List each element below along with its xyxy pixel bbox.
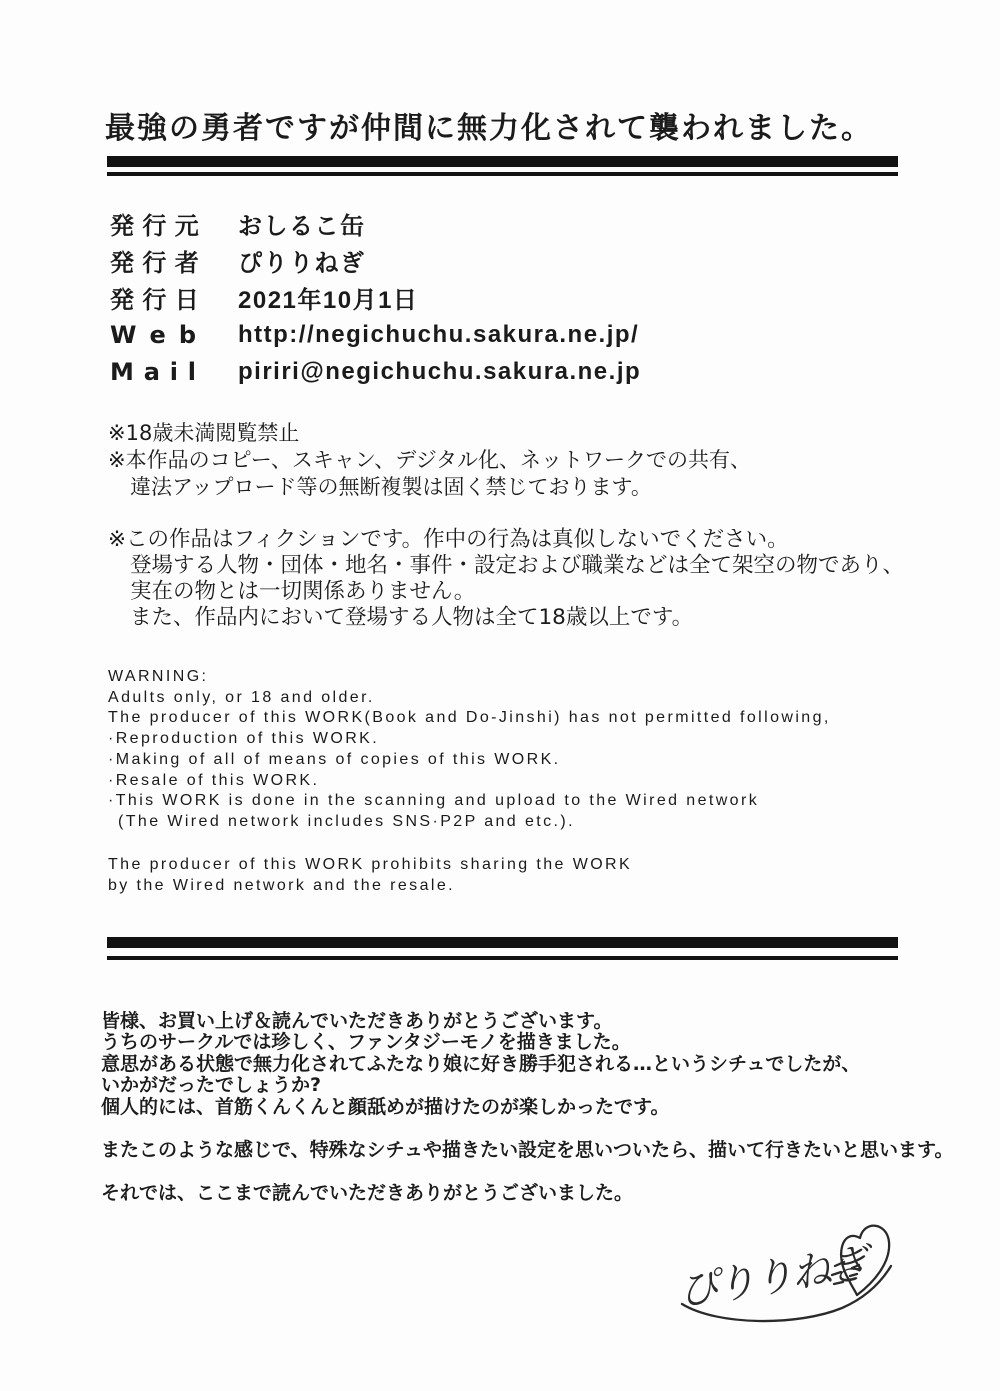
website-url: http://negichuchu.sakura.ne.jp/: [238, 320, 640, 348]
fiction-disclaimer: [108, 527, 904, 631]
warning-heading: WARNING:: [108, 668, 209, 685]
afterword-line-5: 個人的には、首筋くんくんと顔舐めが描けたのが楽しかったです。: [101, 1095, 670, 1118]
afterword-paragraph-2: [101, 1140, 954, 1161]
warning-line-1: Adults only, or 18 and older.: [108, 688, 375, 706]
warning-closing-2: by the Wired network and the resale.: [108, 876, 455, 894]
afterword-line-1: 皆様、お買い上げ＆読んでいただきありがとうございます。: [101, 1010, 613, 1032]
no-copy-line-1: ※本作品のコピー、スキャン、デジタル化、ネットワークでの共有、: [108, 448, 751, 472]
divider-bottom-thin-rule: [107, 956, 898, 960]
author-row: [110, 242, 641, 279]
afterword-line-7: それでは、ここまで読んでいただきありがとうございました。: [101, 1182, 634, 1204]
mail-address: piriri@negichuchu.sakura.ne.jp: [238, 357, 642, 385]
warning-item-4b: (The Wired network includes SNS·P2P and etc.).: [118, 812, 575, 830]
english-warning-closing: [108, 855, 632, 896]
warning-closing-1: The producer of this WORK prohibits sharing the WORK: [108, 856, 633, 873]
afterword-paragraph-1: [101, 1011, 860, 1118]
warning-item-3: ·Resale of this WORK.: [108, 771, 320, 789]
publish-date-value: 2021年10月1日: [238, 287, 419, 314]
publisher-row: [110, 205, 641, 242]
fiction-line-3: 実在の物とは一切関係ありません。: [130, 579, 476, 604]
publish-date-row: [110, 279, 641, 316]
warning-item-2: ·Making of all of means of copies of this WORK.: [108, 750, 561, 768]
mail-label: M a i l: [110, 357, 196, 386]
age-restriction-line: ※18歳未満閲覧禁止: [108, 421, 300, 445]
afterword-line-3: 意思がある状態で無力化されてふたなり娘に好き勝手犯される…というシチュでしたが、: [101, 1052, 861, 1075]
copyright-notice: [108, 420, 751, 501]
english-warning: [108, 667, 831, 833]
fiction-line-4: また、作品内において登場する人物は全て18歳以上です。: [130, 605, 694, 630]
afterword-line-6: またこのような感じで、特殊なシチュや描きたい設定を思いついたら、描いて行きたいと思います。: [101, 1139, 954, 1161]
fiction-line-1: ※この作品はフィクションです。作中の行為は真似しないでください。: [108, 527, 789, 552]
warning-line-2: The producer of this WORK(Book and Do-Jinshi) has not permitted following,: [108, 709, 831, 727]
signature-name: ぴりりねぎ: [675, 1240, 871, 1316]
author-value: ぴりりねぎ: [238, 250, 366, 277]
divider-top-thick-bar: [107, 156, 898, 167]
publication-info: [110, 205, 641, 390]
warning-item-4: ·This WORK is done in the scanning and upload to the Wired network: [108, 792, 760, 810]
website-row: [110, 316, 641, 353]
warning-item-1: ·Reproduction of this WORK.: [108, 730, 380, 748]
author-label: 発 行 者: [110, 249, 199, 277]
publisher-label: 発 行 元: [110, 212, 199, 240]
publish-date-label: 発 行 日: [110, 286, 199, 314]
mail-row: [110, 353, 641, 390]
afterword-paragraph-3: [101, 1183, 633, 1204]
divider-top-thin-rule: [107, 172, 898, 176]
publisher-value: おしるこ缶: [238, 213, 366, 240]
website-label: W e b: [110, 320, 196, 349]
afterword-line-4: いかがだったでしょうか?: [101, 1074, 322, 1097]
divider-bottom-thick-bar: [107, 937, 898, 948]
page-title: 最強の勇者ですが仲間に無力化されて襲われました。: [105, 111, 873, 146]
fiction-line-2: 登場する人物・団体・地名・事件・設定および職業などは全て架空の物であり、: [130, 553, 905, 578]
no-copy-line-2: 違法アップロード等の無断複製は固く禁じております。: [130, 475, 652, 499]
artist-signature: [672, 1218, 902, 1333]
afterword-line-2: うちのサークルでは珍しく、ファンタジーモノを描きました。: [101, 1031, 631, 1054]
